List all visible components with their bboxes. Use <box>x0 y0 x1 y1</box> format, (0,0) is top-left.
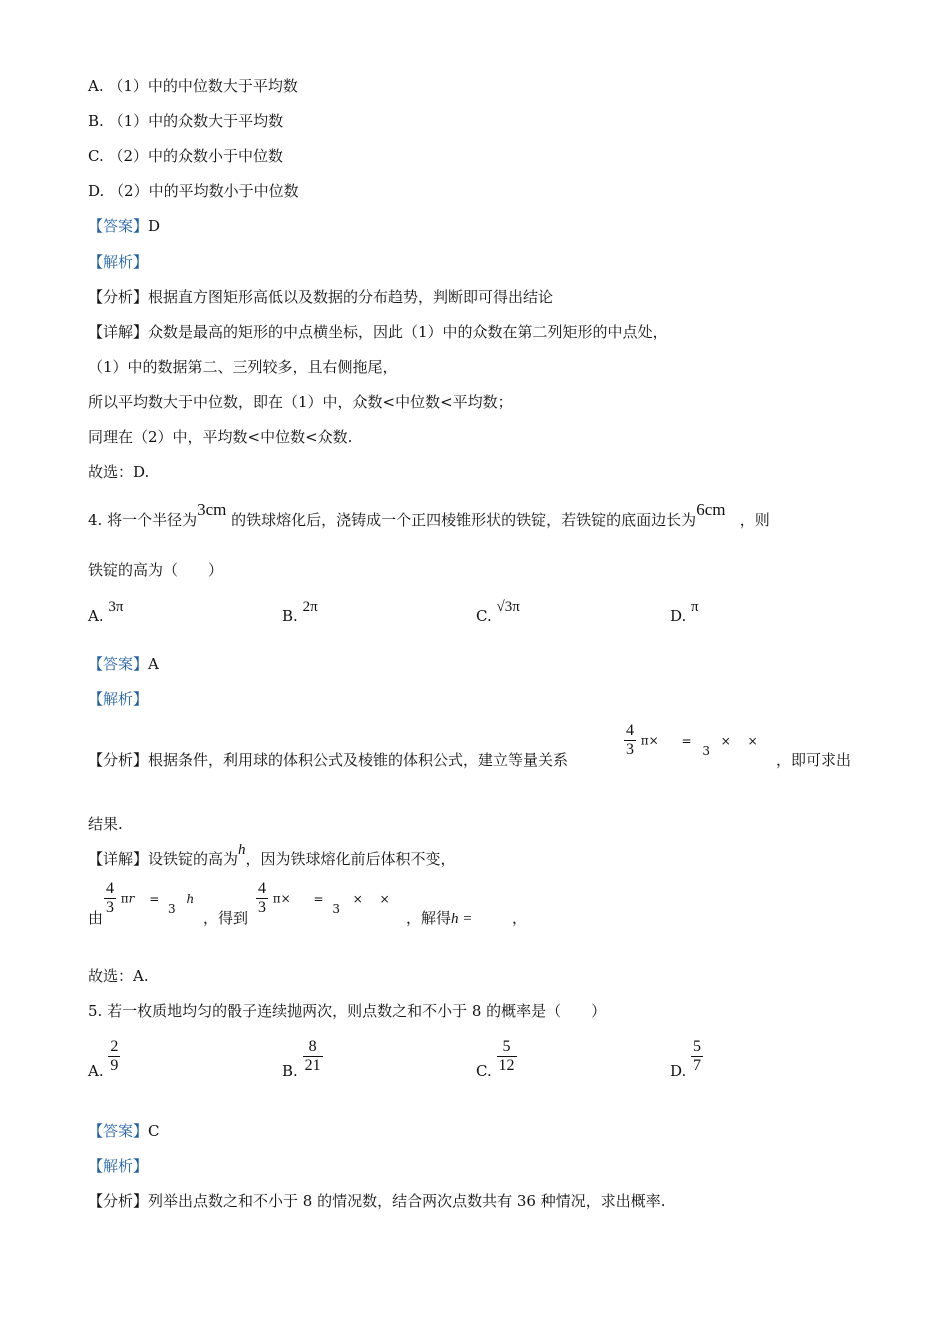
q5-option-c: C. $\frac{5}{12}$ <box>476 1038 515 1080</box>
q5-answer: 【答案】C <box>88 1122 160 1140</box>
formula-fraction-4-3: $\frac{4}{3}$ <box>626 722 634 758</box>
q4-detail-formula1: $\frac{4}{3}$ πr = $_3$ h <box>106 880 195 916</box>
q4-option-d: D. π <box>670 599 699 625</box>
q5-option-a: A. $\frac{2}{9}$ <box>88 1038 119 1080</box>
q3-answer: 【答案】D <box>88 217 161 235</box>
q4-answer: 【答案】A <box>88 655 159 673</box>
q3-option-d: D. （2）中的平均数小于中位数 <box>88 182 299 200</box>
q4-analysis-label: 【解析】 <box>88 690 149 708</box>
q3-option-a: A. （1）中的中位数大于平均数 <box>88 77 298 95</box>
q5-option-b: B. $\frac{8}{21}$ <box>282 1038 321 1080</box>
q4-option-a: A. 3π <box>88 599 124 625</box>
q4-fenxi-tail: ，即可求出 <box>776 751 852 769</box>
q3-detail-line5: 故选：D. <box>88 463 150 481</box>
fraction: $\frac{8}{21}$ <box>304 1038 321 1074</box>
q4-detail-line1: 【详解】设铁锭的高为h，因为铁球熔化前后体积不变， <box>88 842 456 868</box>
q5-fenxi: 【分析】列举出点数之和不小于 8 的情况数，结合两次点数共有 36 种情况，求出概率. <box>88 1192 666 1210</box>
q4-stem-line1: 4. 将一个半径为3cm 的铁球熔化后，浇铸成一个正四棱锥形状的铁锭，若铁锭的底面边长为6cm ，则 <box>88 500 770 529</box>
q4-detail-dedao: ，得到 <box>203 909 249 927</box>
q4-stem-line2: 铁锭的高为（ ） <box>88 561 224 579</box>
q4-fenxi-line2: 结果. <box>88 815 123 833</box>
q5-stem: 5. 若一枚质地均匀的骰子连续抛两次，则点数之和不小于 8 的概率是（ ） <box>88 1002 607 1020</box>
q4-detail-formula2: $\frac{4}{3}$ π× = $_3$ × × <box>258 880 390 916</box>
q3-detail-line4: 同理在（2）中，平均数<中位数<众数. <box>88 428 353 446</box>
q3-option-b: B. （1）中的众数大于平均数 <box>88 112 284 130</box>
formula-fraction-4-3: $\frac{4}{3}$ <box>106 880 114 916</box>
q4-option-c: C. √3π <box>476 599 520 625</box>
q4-fenxi-formula: $\frac{4}{3}$ π× = $_3$ × × <box>626 722 758 758</box>
q4-fenxi-line1: 【分析】根据条件，利用球的体积公式及棱锥的体积公式，建立等量关系 <box>88 751 569 769</box>
fraction: $\frac{2}{9}$ <box>110 1038 119 1074</box>
q3-analysis-label: 【解析】 <box>88 253 149 271</box>
q3-detail-line1: 【详解】众数是最高的矩形的中点横坐标，因此（1）中的众数在第二列矩形的中点处， <box>88 323 668 341</box>
q4-detail-line2: 由 <box>88 909 104 927</box>
q3-fenxi: 【分析】根据直方图矩形高低以及数据的分布趋势，判断即可得出结论 <box>88 288 554 306</box>
q4-option-b: B. 2π <box>282 599 318 625</box>
fraction: $\frac{5}{12}$ <box>498 1038 515 1074</box>
q4-detail-jiede: ，解得h = <box>406 909 473 927</box>
q5-option-d: D. $\frac{5}{7}$ <box>670 1038 702 1080</box>
q4-detail-tail: ， <box>512 909 528 927</box>
q3-detail-line2: （1）中的数据第二、三列较多，且右侧拖尾， <box>88 358 398 376</box>
q4-conclude: 故选：A. <box>88 967 149 985</box>
fraction: $\frac{5}{7}$ <box>693 1038 702 1074</box>
formula-fraction-4-3: $\frac{4}{3}$ <box>258 880 266 916</box>
q5-analysis-label: 【解析】 <box>88 1157 149 1175</box>
q3-detail-line3: 所以平均数大于中位数，即在（1）中，众数<中位数<平均数； <box>88 393 513 411</box>
q3-option-c: C. （2）中的众数小于中位数 <box>88 147 284 165</box>
